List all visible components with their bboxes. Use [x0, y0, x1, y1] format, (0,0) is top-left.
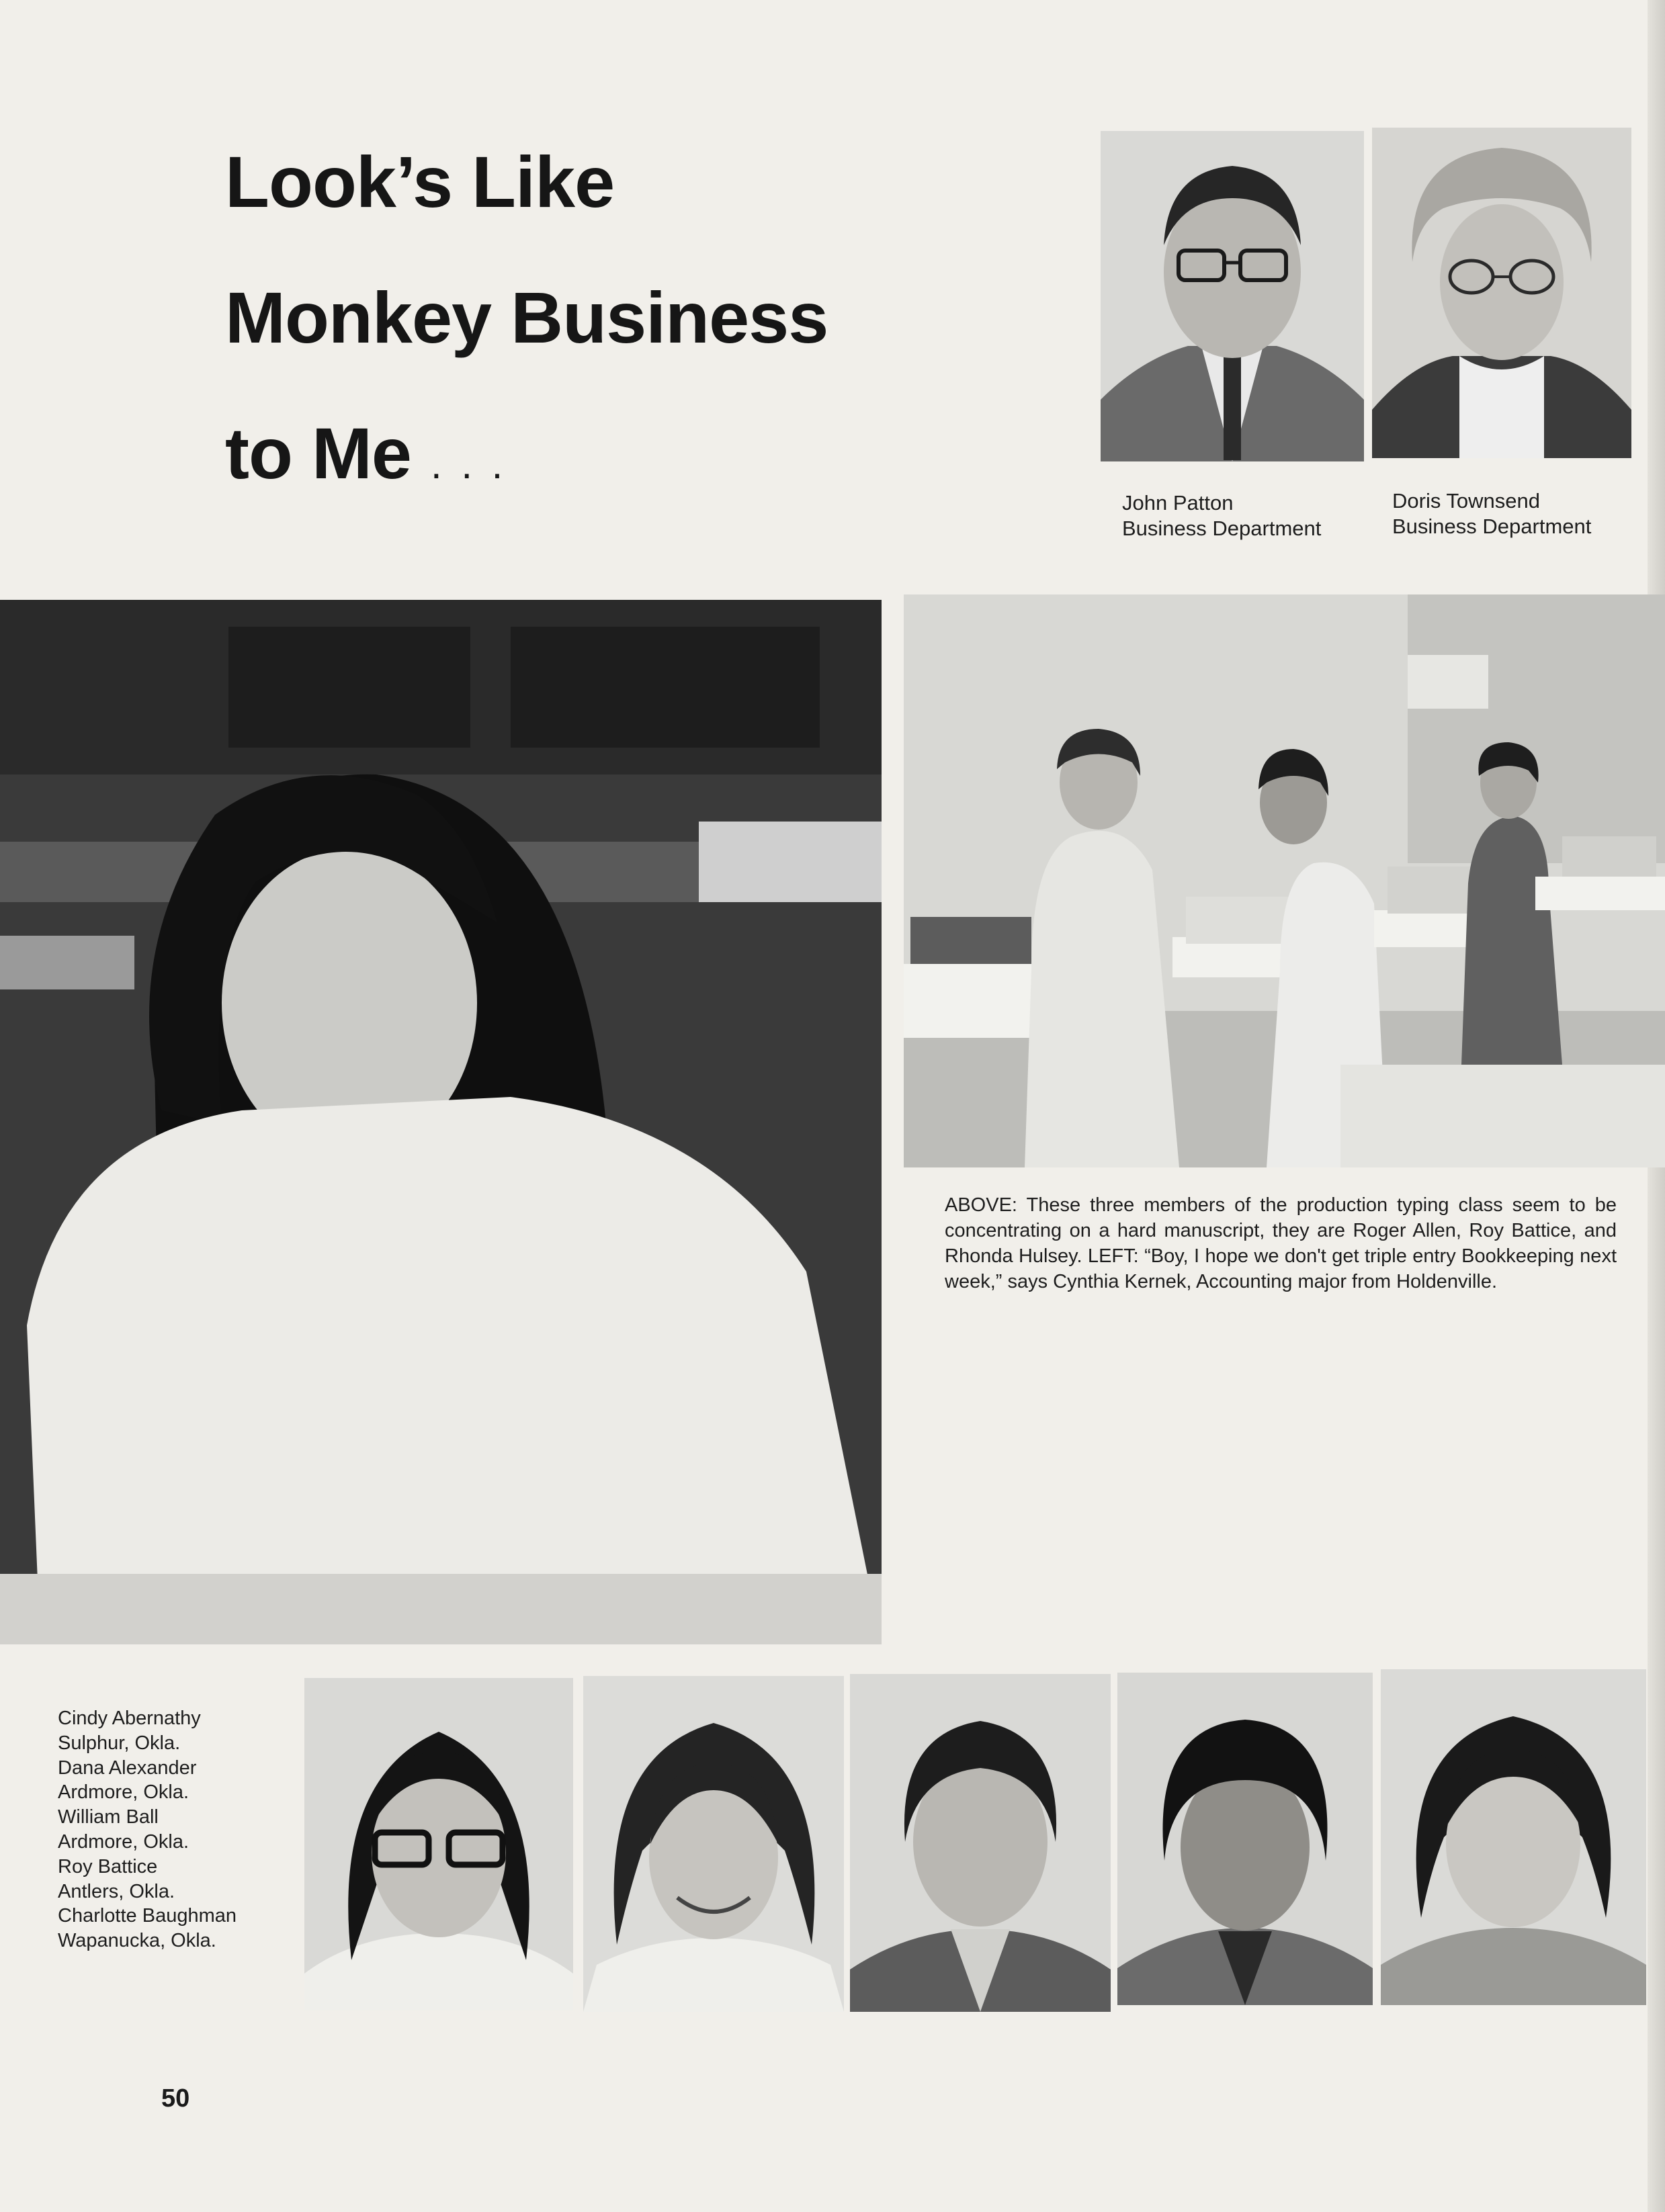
student-hometown: Sulphur, Okla.	[58, 1732, 181, 1754]
page-headline	[225, 114, 1065, 533]
typing-class-caption: ABOVE: These three members of the production typing class seem to be concentrating on a hard manuscript, they are Roger Allen, Roy Battice, and Rhonda Hulsey. LEFT: “Boy, I hope we don't get triple entry Bookkeeping next week,” says Cynthia Kernek, Accounting major from Holdenville.	[945, 1194, 1617, 1292]
roster-entry	[58, 1855, 237, 1904]
roster-entry	[58, 1904, 237, 1953]
student-roster	[58, 1706, 237, 1953]
roster-entry	[58, 1756, 237, 1806]
student-portrait-ball	[850, 1674, 1111, 2012]
student-portrait-abernathy	[304, 1678, 573, 2010]
faculty-caption-townsend	[1392, 488, 1591, 539]
student-hometown: Ardmore, Okla.	[58, 1830, 189, 1853]
headline-line-3-text: to Me	[225, 412, 411, 494]
student-portrait-alexander	[583, 1676, 844, 2012]
headline-line-2: Monkey Business	[225, 277, 828, 358]
faculty-name: Doris Townsend	[1392, 489, 1540, 513]
student-portrait-battice	[1117, 1673, 1373, 2005]
faculty-portrait-patton	[1101, 131, 1364, 461]
student-writing-photo	[0, 600, 882, 1644]
headline-line-1: Look’s Like	[225, 141, 615, 222]
student-name: Roy Battice	[58, 1855, 158, 1877]
faculty-name: John Patton	[1122, 491, 1234, 515]
student-name: Charlotte Baughman	[58, 1905, 237, 1927]
page-number: 50	[161, 2084, 190, 2113]
student-name: Cindy Abernathy	[58, 1708, 201, 1729]
typing-class-photo	[904, 594, 1665, 1167]
headline-ellipsis: . . .	[431, 442, 507, 487]
student-hometown: Ardmore, Okla.	[58, 1781, 189, 1804]
roster-entry	[58, 1805, 237, 1855]
faculty-caption-patton	[1122, 490, 1321, 541]
headline-line-3	[225, 386, 1065, 533]
student-hometown: Antlers, Okla.	[58, 1880, 175, 1902]
faculty-department: Business Department	[1122, 517, 1322, 540]
faculty-portrait-townsend	[1372, 128, 1631, 458]
roster-entry	[58, 1706, 237, 1756]
student-name: William Ball	[58, 1806, 159, 1828]
student-name: Dana Alexander	[58, 1757, 197, 1779]
faculty-department: Business Department	[1392, 515, 1592, 538]
student-portrait-baughman	[1381, 1669, 1646, 2005]
student-hometown: Wapanucka, Okla.	[58, 1930, 216, 1952]
